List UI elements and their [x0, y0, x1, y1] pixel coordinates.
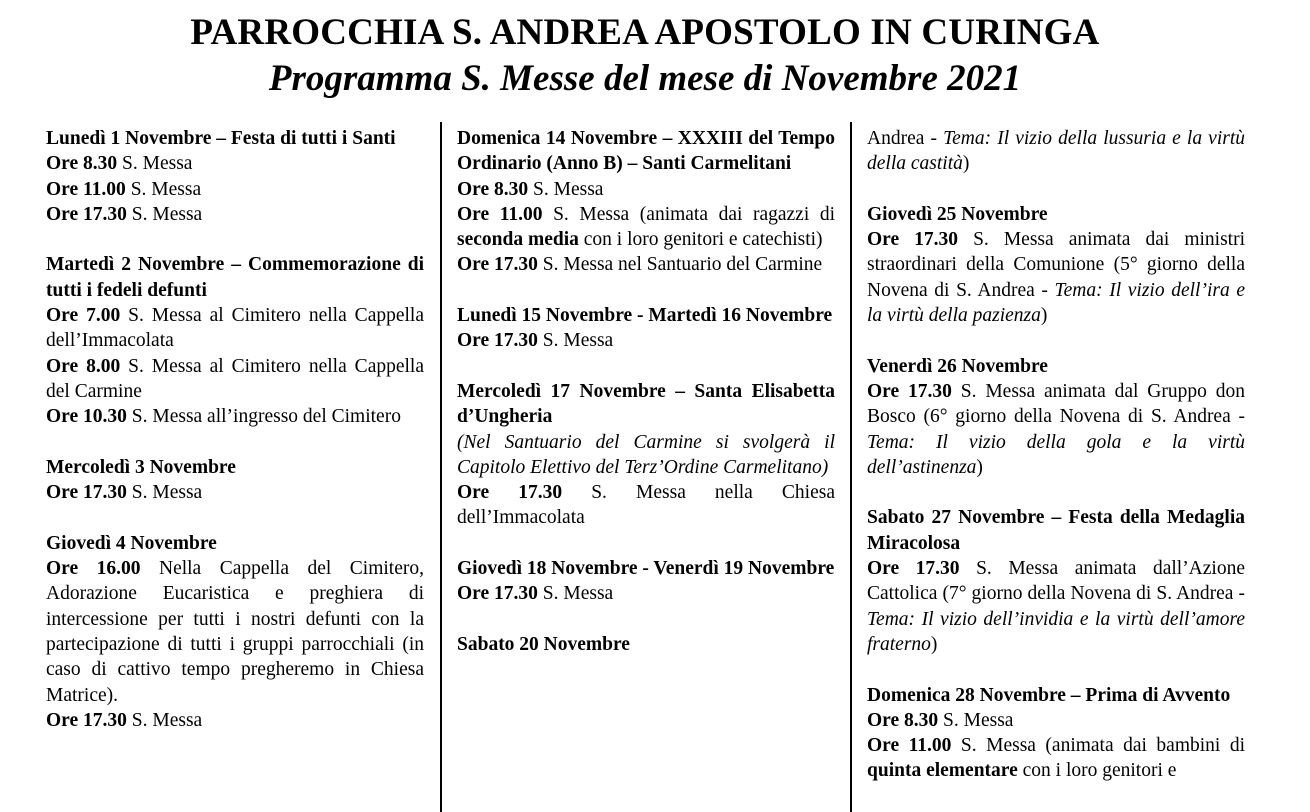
mass-text: S. Messa [117, 153, 193, 175]
mass-time: Ore 17.30 [457, 583, 538, 605]
mass-text: S. Messa nel Santuario del Carmine [537, 254, 823, 276]
entry-heading: Giovedì 18 Novembre - Venerdì 19 Novembre [457, 558, 835, 580]
novena-theme: Tema: Il vizio della lussuria e la virtù della castità [867, 128, 1245, 175]
mass-text: S. Messa nella Chiesa dell’Immacolata [457, 482, 835, 529]
schedule-entry [46, 252, 424, 429]
mass-time: Ore 8.30 [867, 709, 939, 731]
entry-heading: Lunedì 1 Novembre – Festa di tutti i Santi [46, 128, 396, 149]
mass-line [46, 303, 424, 354]
mass-text: S. Messa animata dai ministri straordinari della Comunione (5° giorno della Novena di S. Andrea - [867, 229, 1245, 301]
mass-line [457, 177, 835, 202]
mass-time: Ore 11.00 [867, 735, 952, 757]
mass-text: S. Messa [126, 203, 203, 225]
mass-time: Ore 10.30 [46, 406, 127, 428]
entry-heading: Lunedì 15 Novembre - Martedì 16 Novembre [457, 305, 833, 327]
mass-time: Ore 17.30 [457, 254, 538, 276]
mass-time: Ore 17.30 [867, 558, 960, 580]
entry-heading: Giovedì 4 Novembre [46, 532, 217, 554]
mass-text: S. Messa animata dal Gruppo don Bosco (6° giorno della Novena di S. Andrea - [867, 380, 1245, 428]
entry-heading: Sabato 20 Novembre [457, 633, 630, 655]
column-divider [440, 122, 442, 812]
mass-line [867, 708, 1245, 733]
novena-theme: Tema: Il vizio dell’invidia e la virtù dell’amore fraterno [867, 608, 1245, 655]
mass-text-after: con i loro genitori e catechisti) [578, 229, 823, 251]
entry-note: (Nel Santuario del Carmine si svolgerà il Capitolo Elettivo del Terz’Ordine Carmelitano) [457, 431, 835, 478]
schedule-entry [867, 354, 1245, 480]
schedule-entry [46, 455, 424, 506]
schedule-entry [457, 126, 835, 278]
mass-line [867, 556, 1245, 657]
schedule-entry [46, 531, 424, 733]
mass-time: Ore 8.30 [46, 153, 118, 175]
mass-text: S. Messa [938, 709, 1014, 731]
mass-text: Andrea - [867, 128, 944, 149]
mass-line [46, 404, 424, 429]
schedule-entry [457, 379, 835, 531]
mass-text-after: con i loro genitori e [1017, 760, 1177, 782]
mass-time: Ore 17.30 [457, 482, 563, 504]
mass-text-bold: seconda media [457, 229, 579, 251]
schedule-column-3 [867, 126, 1245, 809]
mass-time: Ore 7.00 [46, 305, 121, 327]
mass-text-after: ) [930, 633, 938, 655]
mass-text: S. Messa [126, 482, 203, 504]
mass-line [867, 126, 1245, 177]
mass-text-after: ) [962, 153, 970, 175]
schedule-entry [457, 303, 835, 354]
mass-line [867, 379, 1245, 480]
mass-line [46, 354, 424, 405]
schedule-column-2 [457, 126, 835, 683]
mass-time: Ore 17.30 [867, 229, 959, 251]
mass-text: S. Messa al Cimitero nella Cappella del Carmine [46, 355, 424, 402]
mass-line [46, 556, 424, 708]
entry-heading: Mercoledì 3 Novembre [46, 456, 236, 478]
novena-theme: Tema: Il vizio dell’ira e la virtù della pazienza [867, 279, 1246, 327]
mass-time: Ore 17.30 [46, 709, 127, 731]
mass-line [457, 202, 835, 253]
schedule-entry [867, 505, 1245, 657]
mass-line [46, 177, 424, 202]
entry-heading: Mercoledì 17 Novembre – Santa Elisabetta d’Ungheria [457, 380, 835, 428]
schedule-entry [867, 126, 1245, 177]
entry-heading: Martedì 2 Novembre – Commemorazione di tutti i fedeli defunti [46, 254, 424, 301]
schedule-column-1 [46, 126, 424, 758]
mass-time: Ore 8.30 [457, 178, 529, 200]
schedule-entry [457, 632, 835, 657]
schedule-entry [46, 126, 424, 227]
entry-heading: Giovedì 25 Novembre [867, 203, 1048, 225]
mass-text-after: ) [1040, 305, 1048, 327]
mass-line [457, 328, 835, 353]
mass-line [867, 733, 1245, 784]
mass-text-bold: quinta elementare [867, 760, 1018, 782]
schedule-entry [457, 556, 835, 607]
mass-line [46, 708, 424, 733]
mass-time: Ore 11.00 [46, 178, 126, 200]
mass-text: S. Messa all’ingresso del Cimitero [126, 406, 401, 428]
mass-time: Ore 17.30 [867, 380, 952, 402]
mass-text: S. Messa [528, 178, 604, 200]
page-subtitle: Programma S. Messe del mese di Novembre 2021 [268, 58, 1022, 99]
mass-line [457, 252, 835, 277]
mass-time: Ore 17.30 [457, 330, 538, 352]
mass-text: S. Messa animata dall’Azione Cattolica (7° giorno della Novena di S. Andrea - [867, 558, 1245, 605]
mass-line [457, 480, 835, 531]
entry-heading: Venerdì 26 Novembre [867, 355, 1048, 377]
mass-line [867, 227, 1245, 328]
mass-line [46, 151, 424, 176]
mass-time: Ore 11.00 [457, 203, 543, 225]
page-title: PARROCCHIA S. ANDREA APOSTOLO IN CURINGA [190, 12, 1100, 53]
mass-line [46, 202, 424, 227]
mass-text: S. Messa al Cimitero nella Cappella dell’Immacolata [46, 305, 424, 352]
mass-text-after: ) [976, 456, 983, 478]
mass-text: S. Messa [537, 583, 614, 605]
mass-text: S. Messa [125, 178, 202, 200]
entry-heading: Sabato 27 Novembre – Festa della Medaglia Miracolosa [867, 507, 1245, 554]
novena-theme: Tema: Il vizio della gola e la virtù dell’astinenza [867, 431, 1245, 478]
mass-text: S. Messa [126, 709, 203, 731]
mass-time: Ore 17.30 [46, 482, 127, 504]
column-divider [850, 122, 852, 812]
schedule-entry [867, 683, 1245, 784]
mass-text: S. Messa [537, 330, 614, 352]
entry-heading: Domenica 28 Novembre – Prima di Avvento [867, 684, 1231, 706]
mass-line [46, 480, 424, 505]
mass-text: S. Messa (animata dai ragazzi di [542, 203, 836, 225]
mass-line [457, 581, 835, 606]
mass-time: Ore 16.00 [46, 558, 141, 580]
mass-text: S. Messa (animata dai bambini di [951, 735, 1245, 757]
mass-time: Ore 17.30 [46, 203, 127, 225]
entry-heading: Domenica 14 Novembre – XXXIII del Tempo Ordinario (Anno B) – Santi Carmelitani [457, 128, 835, 175]
mass-text: Nella Cappella del Cimitero, Adorazione Eucaristica e preghiera di intercessione per tutti i nostri defunti con la partecipazione di tutti i gruppi parrocchiali (in caso di cattivo tempo pregheremo in Chiesa Matrice). [46, 558, 424, 706]
schedule-entry [867, 202, 1245, 328]
mass-time: Ore 8.00 [46, 355, 121, 377]
